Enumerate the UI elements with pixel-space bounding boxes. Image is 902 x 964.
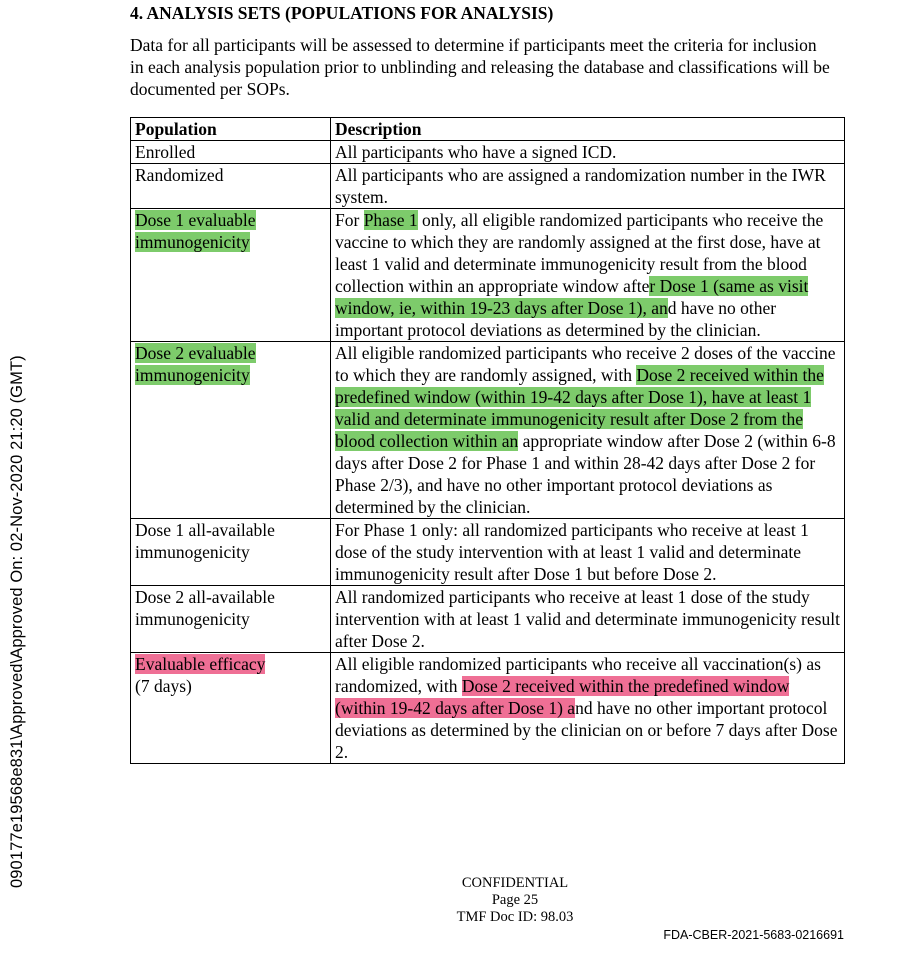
table-row [131,209,845,342]
analysis-population-table [130,117,845,764]
cell-text: All eligible randomized participants who receive all vaccination(s) as randomized, with [335,654,821,696]
header-description: Description [331,118,845,141]
section-heading: 4. ANALYSIS SETS (POPULATIONS FOR ANALYSIS) [130,3,554,23]
description-cell [331,653,845,764]
description-cell [331,342,845,519]
population-cell [131,141,331,164]
cell-text: (7 days) [135,676,192,696]
cell-text: For [335,210,364,230]
table-header-row [131,118,845,141]
table-body [131,141,845,764]
highlighted-text: Dose 2 received within the predefined window (within 19-42 days after Dose 1) a [335,676,790,718]
table-row [131,586,845,653]
population-cell [131,342,331,519]
cell-text: All randomized participants who receive at least 1 dose of the study intervention with at least 1 valid and determinate immunogenicity result after Dose 2. [335,587,840,651]
confidential-label: CONFIDENTIAL [461,875,569,891]
highlighted-text: Dose 1 evaluable immunogenicity [135,210,256,252]
population-cell [131,164,331,209]
intro-paragraph: Data for all participants will be assessed to determine if participants meet the criteria for inclusion in each analysis population prior to unblinding and releasing the database and classifications will be documented per SOPs. [130,35,830,99]
table-row [131,653,845,764]
cell-text: Dose 1 all-available immunogenicity [135,520,275,562]
approval-stamp: 090177e19568e831\Approved\Approved On: 02-Nov-2020 21:20 (GMT) [8,355,26,888]
population-cell [131,653,331,764]
description-cell [331,164,845,209]
cell-text: nd have no other important protocol deviations as determined by the clinician on or before 7 days after Dose 2. [335,698,838,762]
description-cell [331,519,845,586]
description-cell [331,209,845,342]
cell-text: Randomized [135,165,224,185]
document-number: FDA-CBER-2021-5683-0216691 [663,928,844,942]
table-row [131,342,845,519]
highlighted-text: Dose 2 received within the predefined window (within 19-42 days after Dose 1), have at least 1 valid and determinate immunogenicity result after Dose 2 from the blood collection within an [335,365,824,451]
description-cell [331,141,845,164]
highlighted-text: r Dose 1 (same as visit window, ie, within 19-23 days after Dose 1), an [335,276,809,318]
table-row [131,164,845,209]
cell-text: appropriate window after Dose 2 (within 6-8 days after Dose 2 for Phase 1 and within 28-42 days after Dose 2 for Phase 2/3), and have no other important protocol deviations as determined by the clinician. [335,431,836,517]
page-number: Page 25 [491,892,539,908]
cell-text: Enrolled [135,142,196,162]
highlighted-text: Evaluable efficacy [135,654,266,674]
cell-text: All participants who have a signed ICD. [335,142,617,162]
cell-text: For Phase 1 only: all randomized participants who receive at least 1 dose of the study intervention with at least 1 valid and determinate immunogenicity result after Dose 1 but before Dose 2. [335,520,809,584]
table-row [131,519,845,586]
highlighted-text: Phase 1 [363,210,418,230]
page-footer [415,875,615,926]
cell-text: d have no other important protocol deviations as determined by the clinician. [335,298,777,340]
cell-text: only, all eligible randomized participants who receive the vaccine to which they are randomly assigned at the first dose, have at least 1 valid and determinate immunogenicity result from the blood collection within an appropriate window afte [335,210,824,296]
cell-text: All eligible randomized participants who receive 2 doses of the vaccine to which they are randomly assigned, with [335,343,836,385]
population-cell [131,586,331,653]
highlighted-text: Dose 2 evaluable immunogenicity [135,343,256,385]
description-cell [331,586,845,653]
header-population: Population [131,118,331,141]
population-cell [131,209,331,342]
tmf-doc-id: TMF Doc ID: 98.03 [456,909,574,925]
cell-text: Dose 2 all-available immunogenicity [135,587,275,629]
population-cell [131,519,331,586]
cell-text: All participants who are assigned a randomization number in the IWR system. [335,165,826,207]
table-row [131,141,845,164]
